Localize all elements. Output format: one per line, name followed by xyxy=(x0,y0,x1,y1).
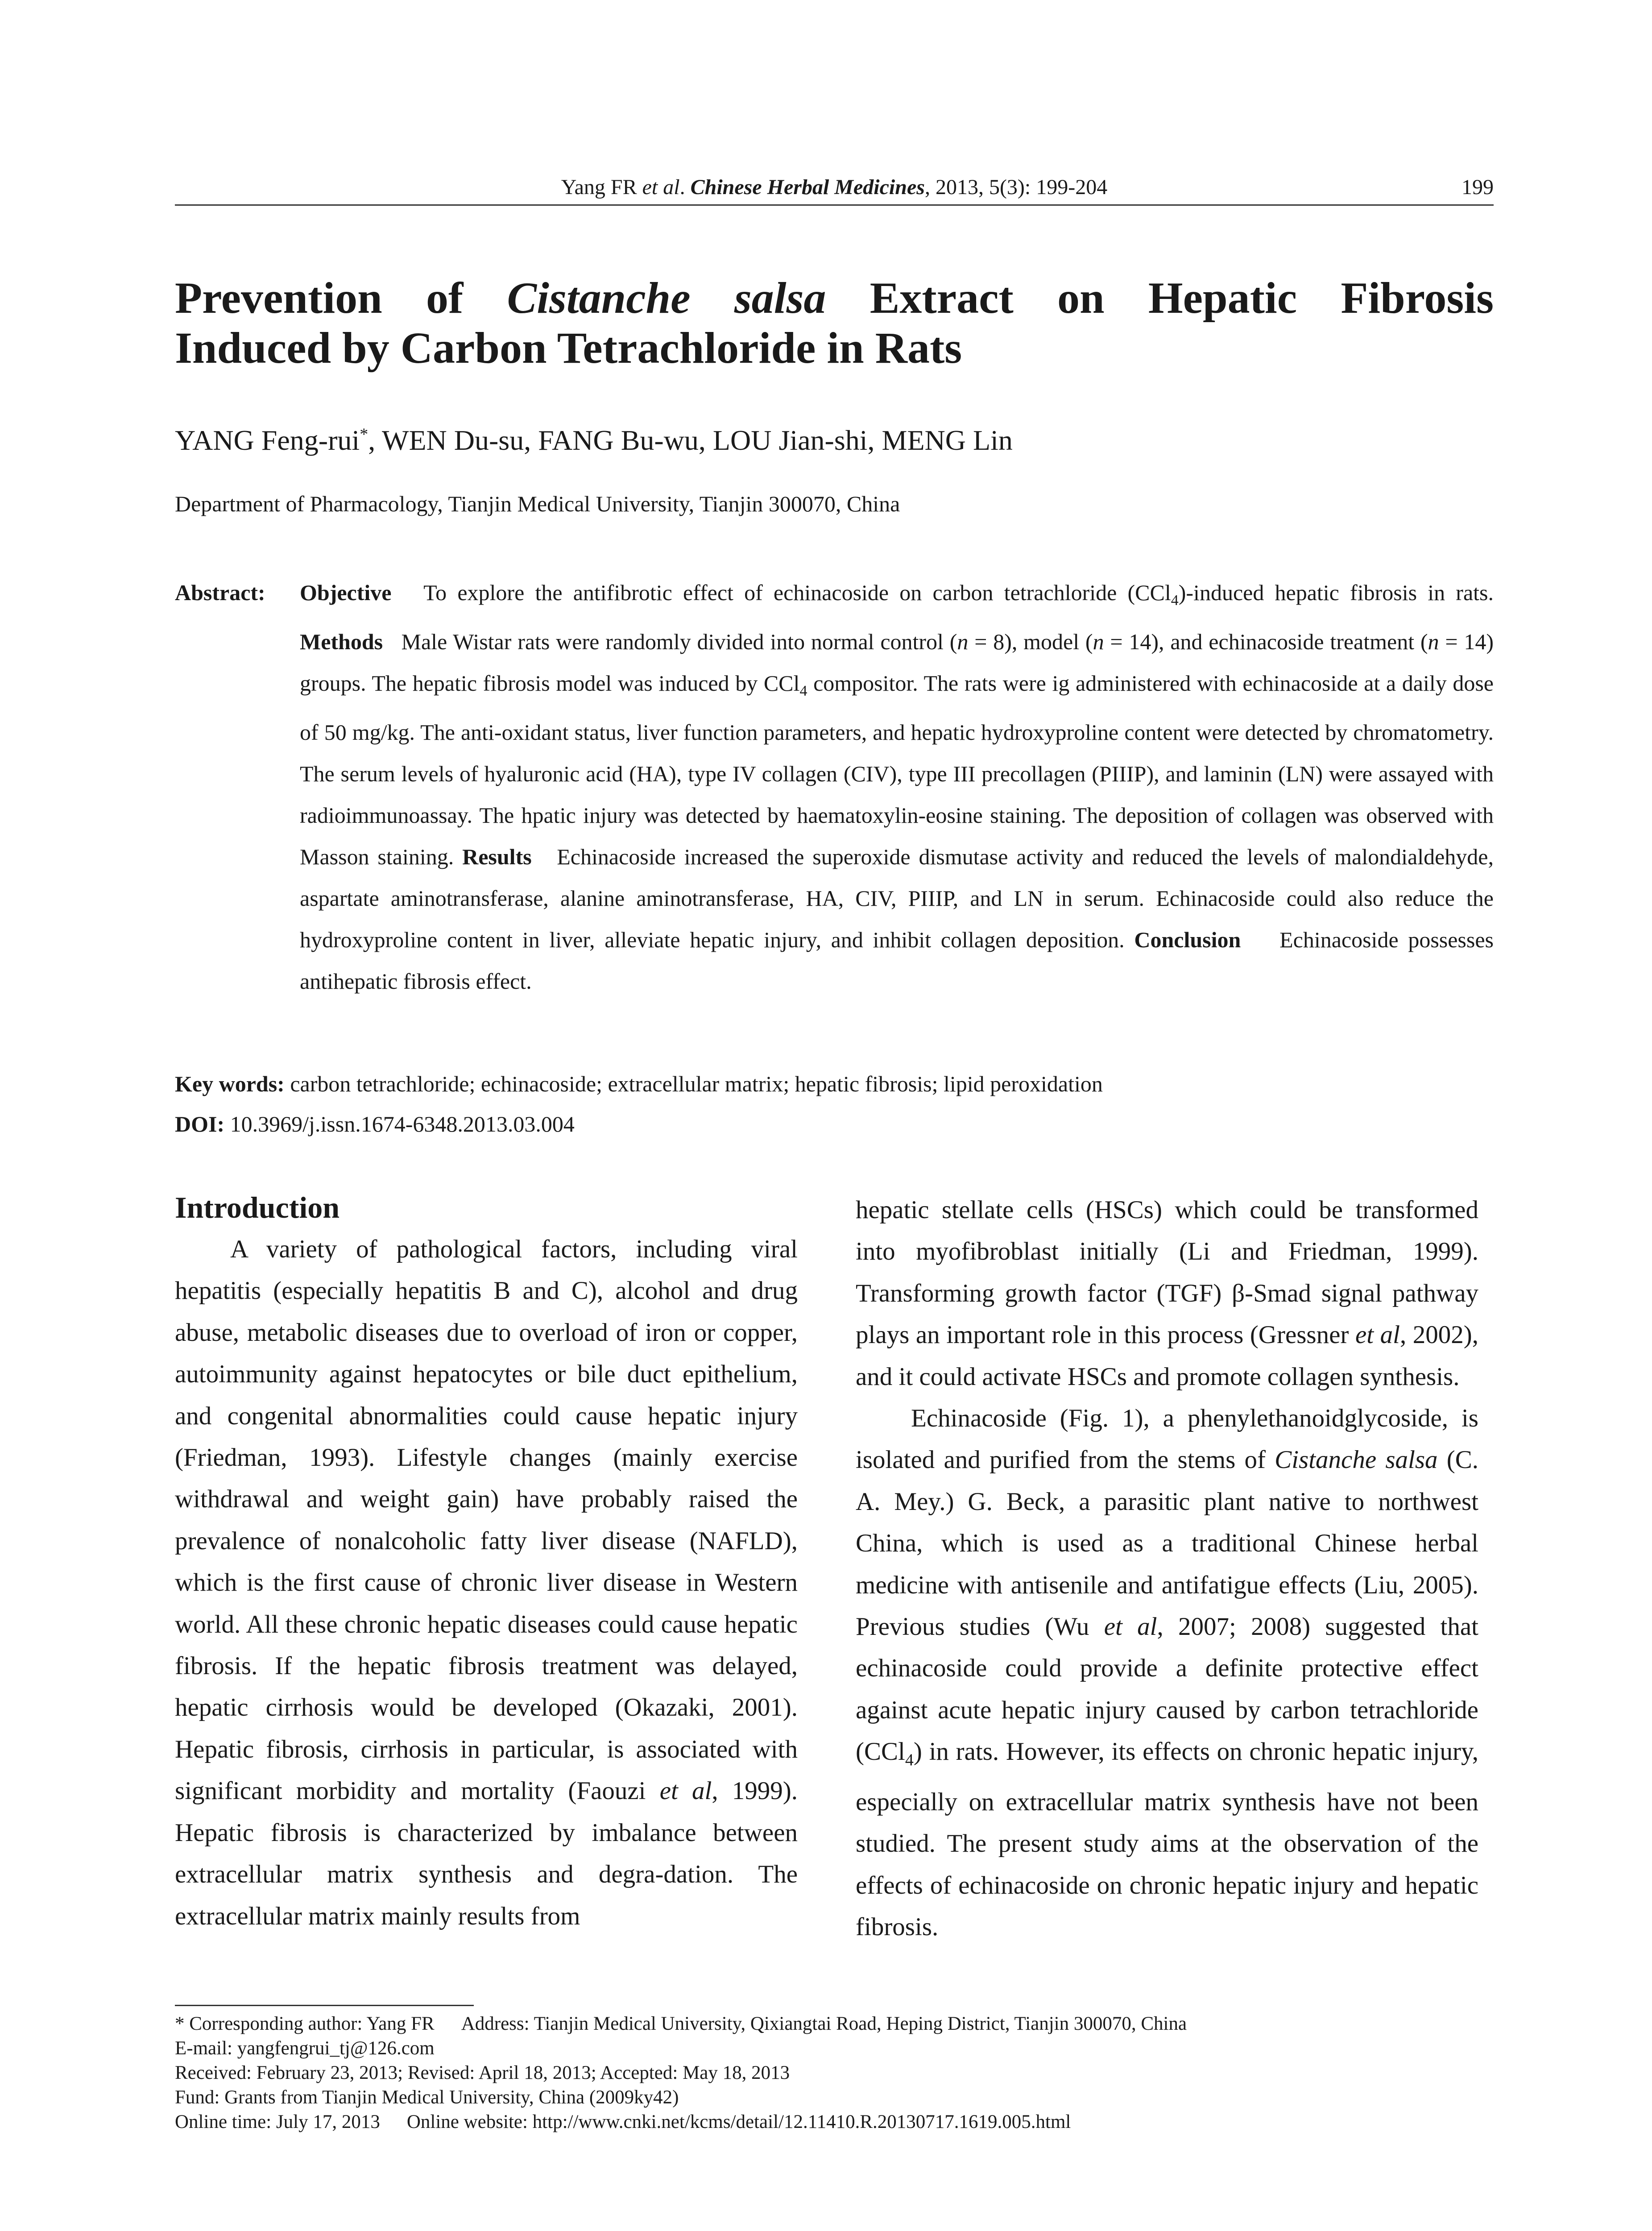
article-title xyxy=(175,273,1494,373)
footnote-online: Online time: July 17, 2013 Online website: http://www.cnki.net/kcms/detail/12.11410.R.20130717.1619.005.html xyxy=(175,2111,1071,2132)
left-column xyxy=(175,1187,798,1937)
footnote-email: E-mail: yangfengrui_tj@126.com xyxy=(175,2038,435,2059)
journal-name: Chinese Herbal Medicines xyxy=(690,175,925,199)
running-header xyxy=(175,175,1494,204)
section-heading-introduction: Introduction xyxy=(175,1190,340,1224)
methods-label: Methods xyxy=(300,629,383,654)
title-line-1: Prevention of Cistanche salsa Extract on Hepatic Fibrosis xyxy=(175,273,1494,323)
species-name: Cistanche salsa xyxy=(507,273,826,323)
abstract-label: Abstract: xyxy=(175,580,265,605)
doi: DOI: 10.3969/j.issn.1674-6348.2013.03.004 xyxy=(175,1111,575,1136)
running-citation: Yang FR et al. Chinese Herbal Medicines, 2013, 5(3): 199-204 xyxy=(561,175,1108,199)
corresponding-mark: * xyxy=(360,425,368,444)
footnotes xyxy=(175,2011,1494,2134)
page-number: 199 xyxy=(1462,175,1494,199)
author-list: YANG Feng-rui*, WEN Du-su, FANG Bu-wu, LOU Jian-shi, MENG Lin xyxy=(175,424,1013,456)
doi-value: 10.3969/j.issn.1674-6348.2013.03.004 xyxy=(230,1111,575,1136)
paragraph: hepatic stellate cells (HSCs) which could be transformed into myofibroblast initially (Li and Friedman, 1999). Transforming growth factor (TGF) β-Smad signal pathway plays an important role in this process (Gressner et al, 2002), and it could activate HSCs and promote collagen synthesis. xyxy=(856,1196,1478,1391)
conclusion-label: Conclusion xyxy=(1134,927,1241,952)
paragraph: Echinacoside (Fig. 1), a phenylethanoidglycoside, is isolated and purified from the stems of Cistanche salsa (C. A. Mey.) G. Beck, a parasitic plant native to northwest China, which is used as a traditional Chinese herbal medicine with antisenile and antifatigue effects (Liu, 2005). Previous studies (Wu et al, 2007; 2008) suggested that echinacoside could provide a definite protective effect against acute hepatic injury caused by carbon tetrachloride (CCl$_4$) in rats. However, its effects on chronic hepatic injury, especially on extracellular matrix synthesis have not been studied. The present study aims at the observation of the effects of echinacoside on chronic hepatic injury and hepatic fibrosis. xyxy=(856,1404,1478,1941)
footnote-dates: Received: February 23, 2013; Revised: April 18, 2013; Accepted: May 18, 2013 xyxy=(175,2062,790,2083)
paragraph: A variety of pathological factors, including viral hepatitis (especially hepatitis B and C), alcohol and drug abuse, metabolic diseases due to overload of iron or copper, autoimmunity against hepatocytes or bile duct epithelium, and congenital abnormalities could cause hepatic injury (Friedman, 1993). Lifestyle changes (mainly exercise withdrawal and weight gain) have probably raised the prevalence of nonalcoholic fatty liver disease (NAFLD), which is the first cause of chronic liver disease in Western world. All these chronic hepatic diseases could cause hepatic fibrosis. If the hepatic fibrosis treatment was delayed, hepatic cirrhosis would be developed (Okazaki, 2001). Hepatic fibrosis, cirrhosis in particular, is associated with significant morbidity and mortality (Faouzi et al, 1999). Hepatic fibrosis is characterized by imbalance between extracellular matrix synthesis and degra-dation. The extracellular matrix mainly results from xyxy=(175,1235,798,1930)
header-rule xyxy=(175,204,1494,206)
keywords: Key words: carbon tetrachloride; echinacoside; extracellular matrix; hepatic fibrosis; lipid peroxidation xyxy=(175,1071,1103,1096)
footnote-rule xyxy=(175,2005,474,2006)
affiliation: Department of Pharmacology, Tianjin Medical University, Tianjin 300070, China xyxy=(175,491,900,516)
footnote-fund: Fund: Grants from Tianjin Medical University, China (2009ky42) xyxy=(175,2087,679,2108)
objective-label: Objective xyxy=(300,580,392,605)
abstract-body: Objective To explore the antifibrotic effect of echinacoside on carbon tetrachloride (CCl$_4$)-induced hepatic fibrosis in rats. Methods Male Wistar rats were randomly divided into normal control (n = 8), model (n = 14), and echinacoside treatment (n = 14) groups. The hepatic fibrosis model was induced by CCl$_4$ compositor. The rats were ig administered with echinacoside at a daily dose of 50 mg/kg. The anti-oxidant status, liver function parameters, and hepatic hydroxyproline content were detected by chromatometry. The serum levels of hyaluronic acid (HA), type IV collagen (CIV), type III precollagen (PIIIP), and laminin (LN) were assayed with radioimmunoassay. The hpatic injury was detected by haematoxylin-eosine staining. The deposition of collagen was observed with Masson staining. Results Echinacoside increased the superoxide dismutase activity and reduced the levels of malondialdehyde, aspartate aminotransferase, alanine aminotransferase, HA, CIV, PIIIP, and LN in serum. Echinacoside could also reduce the hydroxyproline content in liver, alleviate hepatic injury, and inhibit collagen deposition. Conclusion Echinacoside possesses antihepatic fibrosis effect. xyxy=(300,580,1494,994)
right-column xyxy=(856,1189,1478,1948)
title-line-2: Induced by Carbon Tetrachloride in Rats xyxy=(175,323,962,373)
footnote-corresponding: * Corresponding author: Yang FR Address: Tianjin Medical University, Qixiangtai Road, Heping District, Tianjin 300070, China xyxy=(175,2013,1187,2034)
results-label: Results xyxy=(462,844,532,869)
